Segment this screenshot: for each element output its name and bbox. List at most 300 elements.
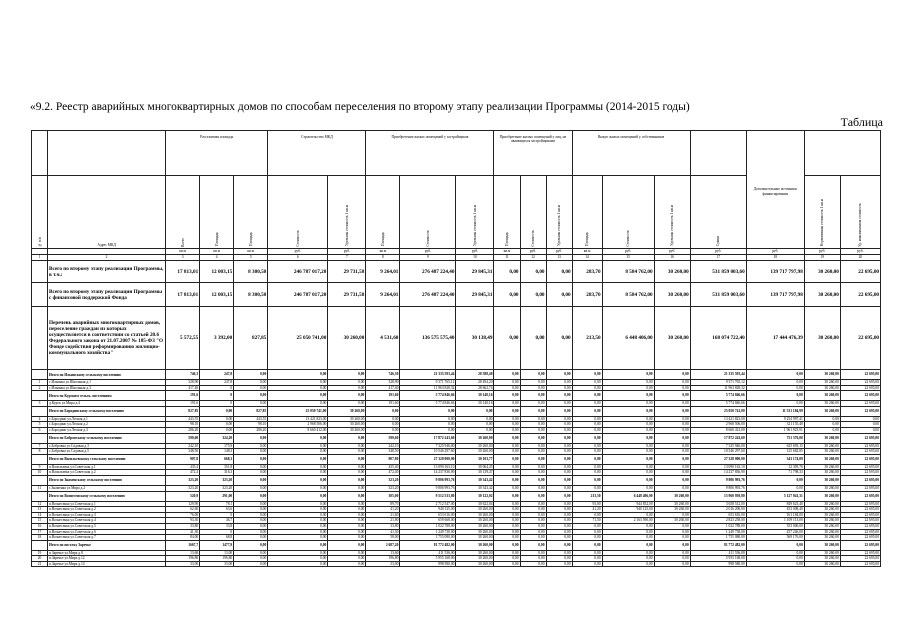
- value-cell: 998 580,00: [400, 561, 456, 567]
- value-cell: 30 260,00: [456, 507, 494, 513]
- value-cell: 168 074 722,40: [690, 307, 746, 370]
- value-cell: 443,55: [166, 416, 200, 422]
- header-group-compensation: Выкуп жилых помещений у собственников: [572, 131, 690, 176]
- column-number-cell: 15: [602, 255, 654, 261]
- value-cell: 30 260,00: [804, 556, 840, 562]
- value-cell: 0,00: [328, 491, 366, 501]
- value-cell: 0,00: [572, 535, 602, 541]
- value-cell: 2 823 258,00: [690, 518, 746, 524]
- header-row-groups: [32, 131, 881, 176]
- value-cell: 0,00: [746, 485, 804, 491]
- value-cell: 0,00: [520, 491, 546, 501]
- value-cell: 0,00: [602, 470, 654, 476]
- value-cell: 30 260,00: [654, 501, 690, 507]
- row-number-cell: [32, 475, 48, 485]
- value-cell: 849 623,40: [746, 501, 804, 507]
- value-cell: 590,60: [166, 433, 200, 443]
- address-cell: с.Бобровка ул.Садовая д.5: [48, 449, 166, 455]
- value-cell: 30 140,16: [456, 391, 494, 401]
- value-cell: 0,00: [200, 406, 234, 416]
- value-cell: 0,00: [400, 416, 456, 422]
- value-cell: 9 371 765,12: [690, 380, 746, 386]
- value-cell: 435,4: [166, 464, 200, 470]
- value-cell: 0,00: [520, 433, 546, 443]
- value-cell: 0,00: [520, 370, 546, 380]
- value-cell: 29 845,31: [456, 261, 494, 283]
- value-cell: 30 260,00: [804, 512, 840, 518]
- value-cell: 22 695,00: [840, 449, 880, 455]
- value-cell: 0,00: [520, 529, 546, 535]
- value-cell: 0,00: [520, 406, 546, 416]
- value-cell: 22 695,00: [840, 454, 880, 464]
- value-cell: 0,00: [494, 406, 520, 416]
- header-group-buy-developers: Приобретение жилых помещений у застройщиков: [366, 131, 494, 176]
- header-col-dev-unit: Удельная стоимость 1 кв.м: [456, 176, 494, 249]
- value-cell: 0,00: [366, 406, 400, 416]
- unit-cell: руб.: [602, 249, 654, 255]
- row-number-cell: 3: [32, 401, 48, 407]
- unit-cell: руб.: [546, 249, 572, 255]
- value-cell: 0: [200, 391, 234, 401]
- value-cell: 1 249 738,00: [400, 529, 456, 535]
- value-cell: 0,00: [654, 433, 690, 443]
- value-cell: 0,00: [494, 529, 520, 535]
- value-cell: 0: [200, 401, 234, 407]
- subtotal-row: [32, 370, 881, 380]
- value-cell: 0,00: [494, 535, 520, 541]
- value-cell: 1 755 080,00: [690, 535, 746, 541]
- value-cell: 0,00: [546, 550, 572, 556]
- value-cell: 0,00: [200, 422, 234, 428]
- address-cell: с.Бородино ул.Лесная д.3: [48, 427, 166, 433]
- value-cell: 827,85: [234, 406, 268, 416]
- value-cell: 9 806 993,76: [400, 475, 456, 485]
- value-cell: 246 787 017,20: [268, 261, 328, 283]
- value-cell: 30 260,00: [456, 518, 494, 524]
- summary-row: [32, 261, 881, 283]
- value-cell: 129,90: [166, 501, 200, 507]
- value-cell: 0,00: [400, 422, 456, 428]
- value-cell: 5 955 168,00: [400, 556, 456, 562]
- value-cell: 9 806 993,76: [400, 485, 456, 491]
- value-cell: 0,00: [494, 422, 520, 428]
- value-cell: 0,00: [234, 556, 268, 562]
- value-cell: 0,00: [200, 427, 234, 433]
- value-cell: 0,00: [268, 370, 328, 380]
- value-cell: 22 695,00: [840, 385, 880, 391]
- value-cell: 98,10: [166, 422, 200, 428]
- header-col-comp-area: Площадь: [572, 176, 602, 249]
- value-cell: 30 260,00: [804, 523, 840, 529]
- value-cell: 30 260,00: [456, 561, 494, 567]
- value-cell: 1 022 788,00: [690, 523, 746, 529]
- value-cell: 0,00: [520, 556, 546, 562]
- value-cell: 0,00: [602, 512, 654, 518]
- header-extra-funding: Дополнительные источники финансирования: [746, 131, 804, 249]
- value-cell: 22 695,00: [840, 512, 880, 518]
- value-cell: 0,00: [654, 470, 690, 476]
- value-cell: 0,00: [654, 406, 690, 416]
- row-number-cell: 12: [32, 501, 48, 507]
- value-cell: 30 260,00: [804, 370, 840, 380]
- value-cell: 457 246,00: [746, 529, 804, 535]
- value-cell: 22 695,00: [840, 401, 880, 407]
- unit-cell: кв.м: [200, 249, 234, 255]
- address-cell: п.Заречье ул.Мира д.14: [48, 561, 166, 567]
- value-cell: 17 813,01: [166, 283, 200, 307]
- value-cell: 30 260,00: [328, 422, 366, 428]
- value-cell: 2 968 506,00: [690, 422, 746, 428]
- column-number-cell: 12: [520, 255, 546, 261]
- value-cell: 196,80: [200, 556, 234, 562]
- value-cell: 0,00: [546, 518, 572, 524]
- value-cell: 0,00: [268, 454, 328, 464]
- value-cell: 30 260,00: [804, 507, 840, 513]
- address-cell: Итого по Ильинскому сельскому поселению: [48, 370, 166, 380]
- value-cell: 0,00: [494, 540, 520, 550]
- row-number-cell: 21: [32, 561, 48, 567]
- value-cell: 30 260,00: [804, 433, 840, 443]
- value-cell: 22 695,00: [840, 501, 880, 507]
- address-cell: Всего по второму этапу реализации Программы, в т.ч.:: [48, 261, 166, 283]
- value-cell: 286,20: [166, 427, 200, 433]
- value-cell: 14 237 836,90: [690, 470, 746, 476]
- value-cell: 0,00: [804, 427, 840, 433]
- value-cell: 76,00: [166, 512, 200, 518]
- value-cell: 0: [200, 385, 234, 391]
- value-cell: 21 335 593,44: [690, 370, 746, 380]
- value-cell: 0,00: [546, 475, 572, 485]
- value-cell: 0,00: [520, 485, 546, 491]
- value-cell: 68,8: [200, 535, 234, 541]
- address-cell: п.Заречье ул.Мира д.8: [48, 550, 166, 556]
- value-cell: 0,00: [328, 454, 366, 464]
- row-number-cell: [32, 370, 48, 380]
- value-cell: 30 260,00: [804, 464, 840, 470]
- address-cell: с.Бородино ул.Лесная д.1: [48, 416, 166, 422]
- value-cell: 0,00: [804, 416, 840, 422]
- value-cell: 30 122,02: [456, 491, 494, 501]
- value-cell: 348,50: [166, 449, 200, 455]
- value-cell: 22 695,00: [840, 535, 880, 541]
- value-cell: 0,00: [268, 433, 328, 443]
- value-cell: 0: [200, 512, 234, 518]
- value-cell: 0,00: [366, 427, 400, 433]
- value-cell: 0,00: [654, 401, 690, 407]
- value-cell: 0,00: [234, 523, 268, 529]
- value-cell: 28 662,74: [456, 385, 494, 391]
- value-cell: 30 260,00: [804, 380, 840, 386]
- value-cell: 5 774 846,66: [400, 401, 456, 407]
- value-cell: 0,00: [494, 416, 520, 422]
- value-cell: 0,00: [494, 385, 520, 391]
- value-cell: 41,20: [572, 507, 602, 513]
- value-cell: 0,00: [746, 561, 804, 567]
- value-cell: 13 421 823,00: [690, 416, 746, 422]
- value-cell: 0,00: [328, 529, 366, 535]
- value-cell: 0,00: [268, 491, 328, 501]
- column-number-cell: 9: [400, 255, 456, 261]
- value-cell: 30 139,47: [456, 470, 494, 476]
- value-cell: 0,00: [400, 406, 456, 416]
- value-cell: 25 050 741,00: [690, 406, 746, 416]
- value-cell: 0,00: [268, 529, 328, 535]
- document-title: «9.2. Реестр аварийных многоквартирных домов по способам переселения по второму этапу реализации Программы (2014-2015 годы): [30, 101, 690, 113]
- value-cell: 0,00: [328, 433, 366, 443]
- header-col-mkd-unit: Удельная стоимость 1 кв.м: [328, 176, 366, 249]
- address-cell: с.Ильинка ул.Школьная д.3: [48, 385, 166, 391]
- value-cell: 0,00: [494, 261, 520, 283]
- value-cell: 453 008,40: [746, 507, 804, 513]
- value-cell: 13,60: [166, 550, 200, 556]
- value-cell: 27 328 000,00: [690, 454, 746, 464]
- value-cell: 30 260,00: [804, 475, 840, 485]
- value-cell: 0,00: [520, 454, 546, 464]
- value-cell: 653 616,00: [690, 512, 746, 518]
- value-cell: 0,00: [572, 561, 602, 567]
- value-cell: 11 963 828,32: [690, 385, 746, 391]
- value-cell: 8 584 762,00: [602, 261, 654, 283]
- value-cell: 0,00: [572, 443, 602, 449]
- value-cell: 22 695,00: [840, 406, 880, 416]
- value-cell: 2 712 547,00: [400, 501, 456, 507]
- value-cell: 9 264,01: [366, 283, 400, 307]
- value-cell: 0,00: [602, 433, 654, 443]
- value-cell: 0,00: [546, 433, 572, 443]
- value-cell: 0,00: [602, 464, 654, 470]
- value-cell: 22 695,00: [840, 540, 880, 550]
- value-cell: 0,00: [654, 464, 690, 470]
- value-cell: 0,00: [546, 507, 572, 513]
- value-cell: 0,00: [268, 443, 328, 449]
- value-cell: 29 845,31: [456, 283, 494, 307]
- value-cell: 247,8: [200, 370, 234, 380]
- column-number-cell: 3: [166, 255, 200, 261]
- value-cell: 22 695,00: [840, 523, 880, 529]
- value-cell: 0,00: [546, 529, 572, 535]
- column-number-cell: 19: [804, 255, 840, 261]
- value-cell: 30 260,00: [654, 261, 690, 283]
- value-cell: 0,00: [200, 416, 234, 422]
- value-cell: 0,00: [494, 464, 520, 470]
- value-cell: 0,00: [602, 422, 654, 428]
- value-cell: 0,00: [328, 449, 366, 455]
- value-cell: 0,00: [546, 380, 572, 386]
- subtotal-row: [32, 406, 881, 416]
- value-cell: 0,00: [572, 416, 602, 422]
- column-number-cell: 4: [200, 255, 234, 261]
- value-cell: 0,00: [234, 491, 268, 501]
- value-cell: 41,30: [366, 529, 400, 535]
- value-cell: 0,00: [572, 523, 602, 529]
- value-cell: 12 003,15: [200, 261, 234, 283]
- value-cell: 0,00: [572, 427, 602, 433]
- unit-cell: руб.: [268, 249, 328, 255]
- value-cell: 940 125,00: [400, 507, 456, 513]
- value-cell: 0,00: [268, 561, 328, 567]
- value-cell: 827,85: [234, 307, 268, 370]
- unit-cell: кв.м: [494, 249, 520, 255]
- column-number-cell: 8: [366, 255, 400, 261]
- value-cell: 81 772 482,00: [690, 540, 746, 550]
- value-cell: 0,00: [268, 535, 328, 541]
- value-cell: 41,30: [166, 529, 200, 535]
- row-number-cell: 14: [32, 512, 48, 518]
- header-col-sum: Сумма: [690, 176, 746, 249]
- value-cell: 242,10: [366, 443, 400, 449]
- column-number-cell: 2: [48, 255, 166, 261]
- value-cell: 5 774 846,66: [690, 401, 746, 407]
- value-cell: 0,00: [268, 512, 328, 518]
- value-cell: 0,00: [654, 443, 690, 449]
- value-cell: 93,00: [572, 501, 602, 507]
- value-cell: 0,00: [456, 416, 494, 422]
- value-cell: 0,00: [546, 556, 572, 562]
- value-cell: 0,00: [572, 401, 602, 407]
- value-cell: 30 260,00: [804, 307, 840, 370]
- value-cell: 139 717 797,98: [746, 283, 804, 307]
- value-cell: 472,40: [366, 470, 400, 476]
- table-label: Таблица: [840, 115, 883, 129]
- value-cell: 1 109 113,00: [746, 518, 804, 524]
- row-number-cell: [32, 406, 48, 416]
- value-cell: 0,00: [572, 475, 602, 485]
- header-col-no: № п/п: [32, 176, 48, 249]
- value-cell: 0,00: [328, 512, 366, 518]
- value-cell: 21,60: [366, 512, 400, 518]
- value-cell: 22 695,00: [840, 485, 880, 491]
- value-cell: 0,00: [520, 401, 546, 407]
- value-cell: 0,00: [602, 556, 654, 562]
- value-cell: 30 064,45: [456, 464, 494, 470]
- value-cell: 0,00: [494, 443, 520, 449]
- value-cell: 0,00: [654, 391, 690, 401]
- value-cell: 13,60: [366, 550, 400, 556]
- value-cell: 0,00: [654, 535, 690, 541]
- value-cell: 9 264,01: [366, 261, 400, 283]
- header-col-non-area: Площадь: [494, 176, 520, 249]
- value-cell: 0,00: [602, 401, 654, 407]
- registry-table: [31, 130, 881, 567]
- value-cell: 0,00: [328, 391, 366, 401]
- value-cell: 0,00: [654, 449, 690, 455]
- row-number-cell: [32, 491, 48, 501]
- value-cell: 751 376,00: [746, 433, 804, 443]
- value-cell: 417,40: [366, 385, 400, 391]
- value-cell: 0,00: [328, 507, 366, 513]
- value-cell: 30 260,00: [804, 406, 840, 416]
- value-cell: 0,00: [494, 550, 520, 556]
- value-cell: 0,00: [268, 385, 328, 391]
- row-number-cell: 15: [32, 518, 48, 524]
- value-cell: 0,00: [520, 422, 546, 428]
- value-cell: 0,00: [328, 540, 366, 550]
- column-number-cell: 13: [546, 255, 572, 261]
- value-cell: 0,00: [234, 433, 268, 443]
- value-cell: 0,00: [494, 454, 520, 464]
- address-cell: п.Вознесенка ул.Советская д.7: [48, 535, 166, 541]
- value-cell: 0,00: [520, 307, 546, 370]
- value-cell: 0,00: [546, 454, 572, 464]
- value-cell: 25 050 741,00: [268, 406, 328, 416]
- value-cell: 0,00: [654, 427, 690, 433]
- value-cell: 5 774 846,66: [690, 391, 746, 401]
- value-cell: 191,60: [366, 401, 400, 407]
- value-cell: 30 260,00: [456, 535, 494, 541]
- value-cell: 0,00: [840, 427, 880, 433]
- value-cell: 0,00: [572, 433, 602, 443]
- value-cell: 30 260,00: [804, 501, 840, 507]
- value-cell: 1 961 923,91: [746, 427, 804, 433]
- value-cell: 0,00: [520, 391, 546, 401]
- value-cell: 191,6: [166, 401, 200, 407]
- value-cell: 11 531 184,99: [746, 406, 804, 416]
- value-cell: 0,00: [234, 512, 268, 518]
- value-cell: 33,00: [366, 561, 400, 567]
- value-cell: 7 325 946,00: [400, 443, 456, 449]
- value-cell: 6 448 406,00: [602, 491, 654, 501]
- header-col-mkd-area: Площадь: [234, 176, 268, 249]
- value-cell: 328,90: [166, 380, 200, 386]
- value-cell: 0,00: [746, 550, 804, 556]
- value-cell: 0,00: [328, 561, 366, 567]
- value-cell: 0,00: [456, 406, 494, 416]
- address-cell: п.Вознесенка ул.Советская д.6: [48, 529, 166, 535]
- value-cell: 0,00: [328, 556, 366, 562]
- value-cell: 0,00: [654, 529, 690, 535]
- row-number-cell: 6: [32, 427, 48, 433]
- value-cell: 0,00: [268, 464, 328, 470]
- value-cell: 668,1: [200, 454, 234, 464]
- value-cell: 14 237 836,90: [400, 470, 456, 476]
- value-cell: 0,00: [546, 307, 572, 370]
- value-cell: 827,85: [166, 406, 200, 416]
- value-cell: 41,20: [366, 507, 400, 513]
- value-cell: 569 176,00: [746, 535, 804, 541]
- row-number-cell: [32, 433, 48, 443]
- value-cell: 0,00: [602, 427, 654, 433]
- row-number-cell: [32, 283, 48, 307]
- value-cell: 0,00: [494, 475, 520, 485]
- value-cell: 148,3: [200, 449, 234, 455]
- value-cell: 22 695,00: [840, 561, 880, 567]
- value-cell: 0,00: [494, 307, 520, 370]
- value-cell: 8 300,50: [234, 261, 268, 283]
- header-col-nb: Нормативная стоимость 1 кв.м: [804, 176, 840, 249]
- value-cell: 0,00: [234, 518, 268, 524]
- value-cell: 0,00: [494, 518, 520, 524]
- value-cell: 5 955 168,00: [690, 556, 746, 562]
- value-cell: 2 163 590,00: [602, 518, 654, 524]
- value-cell: 0,00: [654, 556, 690, 562]
- value-cell: 443,55: [234, 416, 268, 422]
- value-cell: 0,00: [654, 454, 690, 464]
- header-blank: [690, 131, 746, 176]
- value-cell: 0,00: [494, 391, 520, 401]
- value-cell: 0,00: [520, 561, 546, 567]
- header-blank-2: [804, 131, 880, 176]
- value-cell: 0,00: [328, 443, 366, 449]
- value-cell: 8 660 412,00: [268, 427, 328, 433]
- value-cell: 0,00: [572, 470, 602, 476]
- address-cell: п.Васильевка ул.Советская д.1: [48, 464, 166, 470]
- value-cell: 30 260,00: [804, 385, 840, 391]
- value-cell: 0,00: [520, 427, 546, 433]
- address-cell: п.Вознесенка ул.Советская д.3: [48, 512, 166, 518]
- value-cell: 0,00: [494, 485, 520, 491]
- value-cell: 30 260,00: [456, 512, 494, 518]
- value-cell: 0,00: [746, 391, 804, 401]
